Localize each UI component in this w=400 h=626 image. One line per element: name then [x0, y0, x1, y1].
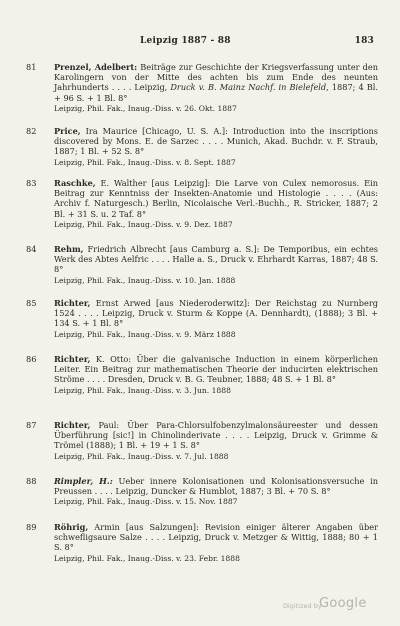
dissertation-note: Leipzig, Phil. Fak., Inaug.-Diss. v. 23. Febr. 1888 — [54, 553, 240, 563]
google-logo: Google — [319, 596, 367, 611]
entry-number: 81 — [26, 62, 37, 72]
entry-text: Ueber innere Kolonisationen und Kolonisationsversuche in Preussen . . . . Leipzig, Duncker & Humblot, 1887; 3 Bl. + 70 S. 8° — [54, 476, 378, 497]
entry-tail: 1887; 4 Bl. + 96 S. + 1 Bl. 8° — [54, 82, 378, 103]
entry-text: Friedrich Albrecht [aus Camburg a. S.]: De Temporibus, ein echtes Werk des Abtes Aelfric . . . . Halle a. S., Druck v. Ehrhardt Karras, 1887; 48 S. 8° — [54, 244, 378, 275]
entry-number: 82 — [26, 126, 37, 136]
entry-imprint: Druck v. B. Mainz Nachf. in Bielefeld, — [170, 82, 329, 93]
author-name: Richter, — [54, 298, 91, 308]
entry-85 — [26, 298, 378, 340]
entry-text: Ira Maurice [Chicago, U. S. A.]: Introduction into the inscriptions discovered by Mons. E. de Sarzec . . . . Munich, Akad. Buchdr. v. F. Straub, 1887; 1 Bl. + 52 S. 8° — [54, 126, 378, 157]
entry-83 — [26, 178, 378, 230]
entry-86 — [26, 354, 378, 396]
dissertation-note: Leipzig, Phil. Fak., Inaug.-Diss. v. 10. Jan. 1888 — [54, 275, 236, 285]
entry-number: 87 — [26, 420, 37, 430]
dissertation-note: Leipzig, Phil. Fak., Inaug.-Diss. v. 3. Jun. 1888 — [54, 385, 231, 395]
author-name-blackletter: Rimpler, H.: — [54, 476, 113, 486]
dissertation-note: Leipzig, Phil. Fak., Inaug.-Diss. v. 26. Okt. 1887 — [54, 103, 237, 113]
entry-text: K. Otto: Über die galvanische Induction in einem körperlichen Leiter. Ein Beitrag zur mathematischen Theorie der inducirten elektrischen Ströme . . . . Dresden, Druck v. B. G. Teubner, 1888; 48 S. + 1 Bl. 8° — [54, 354, 378, 385]
author-name: Price, — [54, 126, 81, 136]
entry-number: 85 — [26, 298, 37, 308]
watermark-digitized-label: Digitized by — [283, 602, 322, 610]
author-name: Rehm, — [54, 244, 84, 254]
dissertation-note: Leipzig, Phil. Fak., Inaug.-Diss. v. 9. Dez. 1887 — [54, 219, 233, 229]
entry-text: Armin [aus Salzungen]: Revision einiger älterer Angaben über schwefligsaure Salze . . . . Leipzig, Druck v. Metzger & Wittig, 1888; 80 + 1 S. 8° — [54, 522, 378, 553]
entry-84 — [26, 244, 378, 286]
entry-87 — [26, 420, 378, 462]
entry-number: 86 — [26, 354, 37, 364]
google-watermark — [283, 596, 383, 616]
dissertation-note: Leipzig, Phil. Fak., Inaug.-Diss. v. 15. Nov. 1887 — [54, 497, 238, 507]
author-name: Röhrig, — [54, 522, 89, 532]
dissertation-note: Leipzig, Phil. Fak., Inaug.-Diss. v. 8. Sept. 1887 — [54, 157, 236, 167]
entry-89 — [26, 522, 378, 564]
entry-text: Beiträge zur Geschichte der Kriegsverfassung unter den Karolingern von der Mitte des achten bis zum Ende des neunten Jahrhunderts . . . . Leipzig, — [54, 62, 378, 93]
entry-number: 89 — [26, 522, 37, 532]
entry-text: Ernst Arwed [aus Niederoderwitz]: Der Reichstag zu Nurnberg 1524 . . . . Leipzig, Druck v. Sturm & Koppe (A. Dennhardt), (1888); 3 Bl. + 134 S. + 1 Bl. 8° — [54, 298, 378, 329]
entry-82 — [26, 126, 378, 168]
entry-number: 83 — [26, 178, 37, 188]
entry-number: 84 — [26, 244, 37, 254]
author-name: Richter, — [54, 420, 91, 430]
dissertation-note: Leipzig, Phil. Fak., Inaug.-Diss. v. 9. März 1888 — [54, 329, 236, 339]
entry-text: Paul: Über Para-Chlorsulfobenzylmalonsäureester und dessen Überführung [sic!] in Chinolinderivate . . . . Leipzig, Druck v. Grimme & Trömel (1888); 1 Bl. + 19 + 1 S. 8° — [54, 420, 378, 451]
entry-88 — [26, 476, 378, 508]
running-title: Leipzig 1887 - 88 — [140, 36, 231, 46]
page-number: 183 — [354, 36, 374, 46]
page-header — [0, 36, 400, 50]
entry-text: E. Walther [aus Leipzig]: Die Larve von Culex nemorosus. Ein Beitrag zur Kenntniss der Insekten-Anatomie und Histologie . . . . (Aus: Archiv f. Naturgesch.) Berlin, Nicolaische Verl.-Buchh., R. Stricker, 1887; 2 Bl. + 31 S. u. 2 Taf. 8° — [54, 178, 378, 219]
entry-number: 88 — [26, 476, 37, 486]
author-name: Raschke, — [54, 178, 96, 188]
author-name: Richter, — [54, 354, 91, 364]
author-name: Prenzel, Adelbert: — [54, 62, 138, 72]
entry-81 — [26, 62, 378, 114]
dissertation-note: Leipzig, Phil. Fak., Inaug.-Diss. v. 7. Jul. 1888 — [54, 451, 229, 461]
